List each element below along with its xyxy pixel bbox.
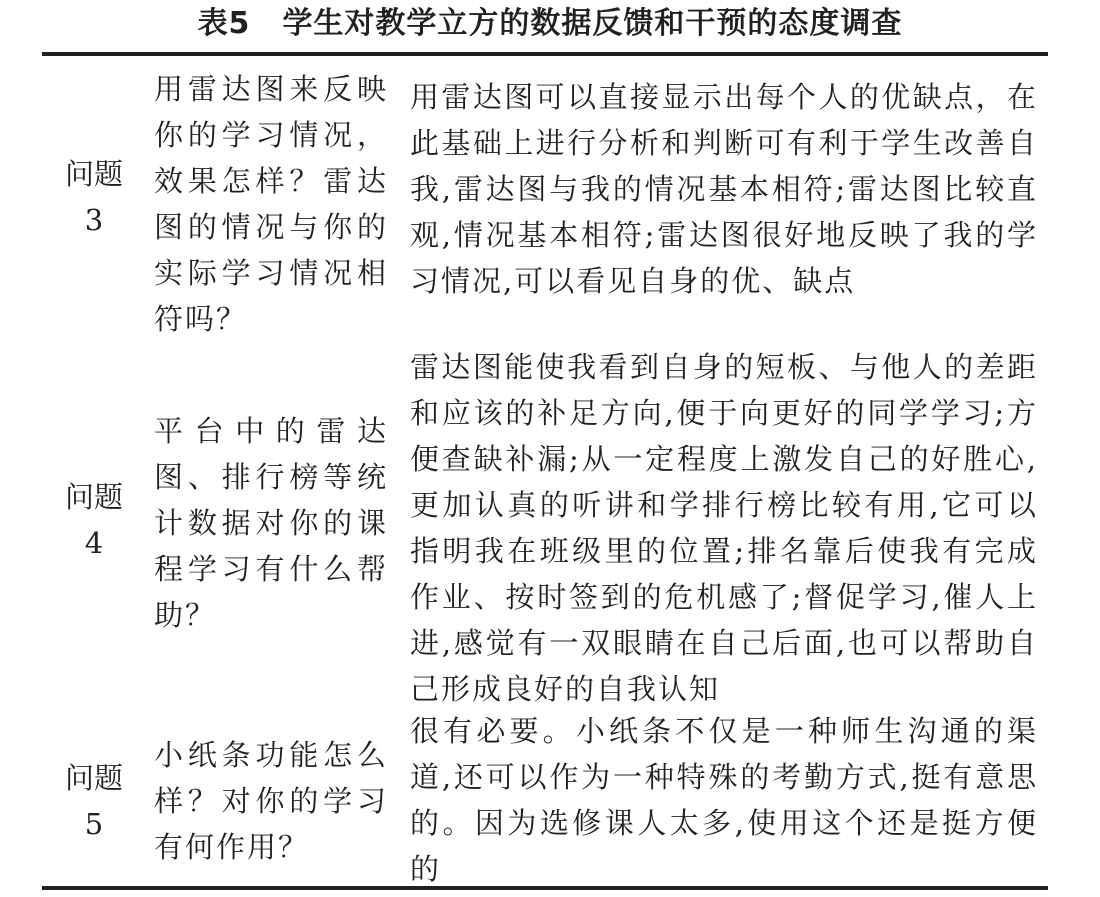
question-text: 平台中的雷达图、排行榜等统计数据对你的课程学习有什么帮助？ (154, 414, 388, 632)
table-title: 学生对教学立方的数据反馈和干预的态度调查 (282, 6, 903, 41)
question-number-cell (42, 474, 146, 566)
question-number: 4 (84, 526, 104, 560)
table-bottom-rule (42, 886, 1048, 890)
question-text: 用雷达图来反映你的学习情况，效果怎样？雷达图的情况与你的实际学习情况相符吗？ (154, 72, 388, 336)
question-number: 5 (84, 807, 104, 841)
table-row (42, 344, 1048, 706)
table-row (42, 66, 1048, 336)
question-label: 问题 (64, 761, 123, 795)
table-row (42, 708, 1048, 884)
question-number-cell (42, 151, 146, 243)
answer-text: 雷达图能使我看到自身的短板、与他人的差距和应该的补足方向,便于向更好的同学学习;方便查缺补漏;从一定程度上激发自己的好胜心,更加认真的听讲和学排行榜比较有用,它可以指明我在班级里的位置;排名靠后使我有完成作业、按时签到的危机感了;督促学习,催人上进,感觉有一双眼睛在自己后面,也可以帮助自己形成良好的自我认知 (410, 350, 1038, 706)
question-label: 问题 (64, 480, 123, 514)
question-label: 问题 (64, 157, 123, 191)
question-number: 3 (84, 203, 104, 237)
table-caption (0, 4, 1100, 44)
question-number-cell (42, 755, 146, 847)
answer-text: 很有必要。小纸条不仅是一种师生沟通的渠道,还可以作为一种特殊的考勤方式,挺有意思的。因为选修课人太多,使用这个还是挺方便的 (410, 714, 1038, 886)
question-text: 小纸条功能怎么样？对你的学习有何作用？ (154, 738, 388, 864)
table-top-rule (42, 52, 1048, 56)
table-number: 表5 (197, 6, 251, 41)
answer-text: 用雷达图可以直接显示出每个人的优缺点，在此基础上进行分析和判断可有利于学生改善自我,雷达图与我的情况基本相符;雷达图比较直观,情况基本相符;雷达图很好地反映了我的学习情况,可以看见自身的优、缺点 (410, 80, 1038, 298)
